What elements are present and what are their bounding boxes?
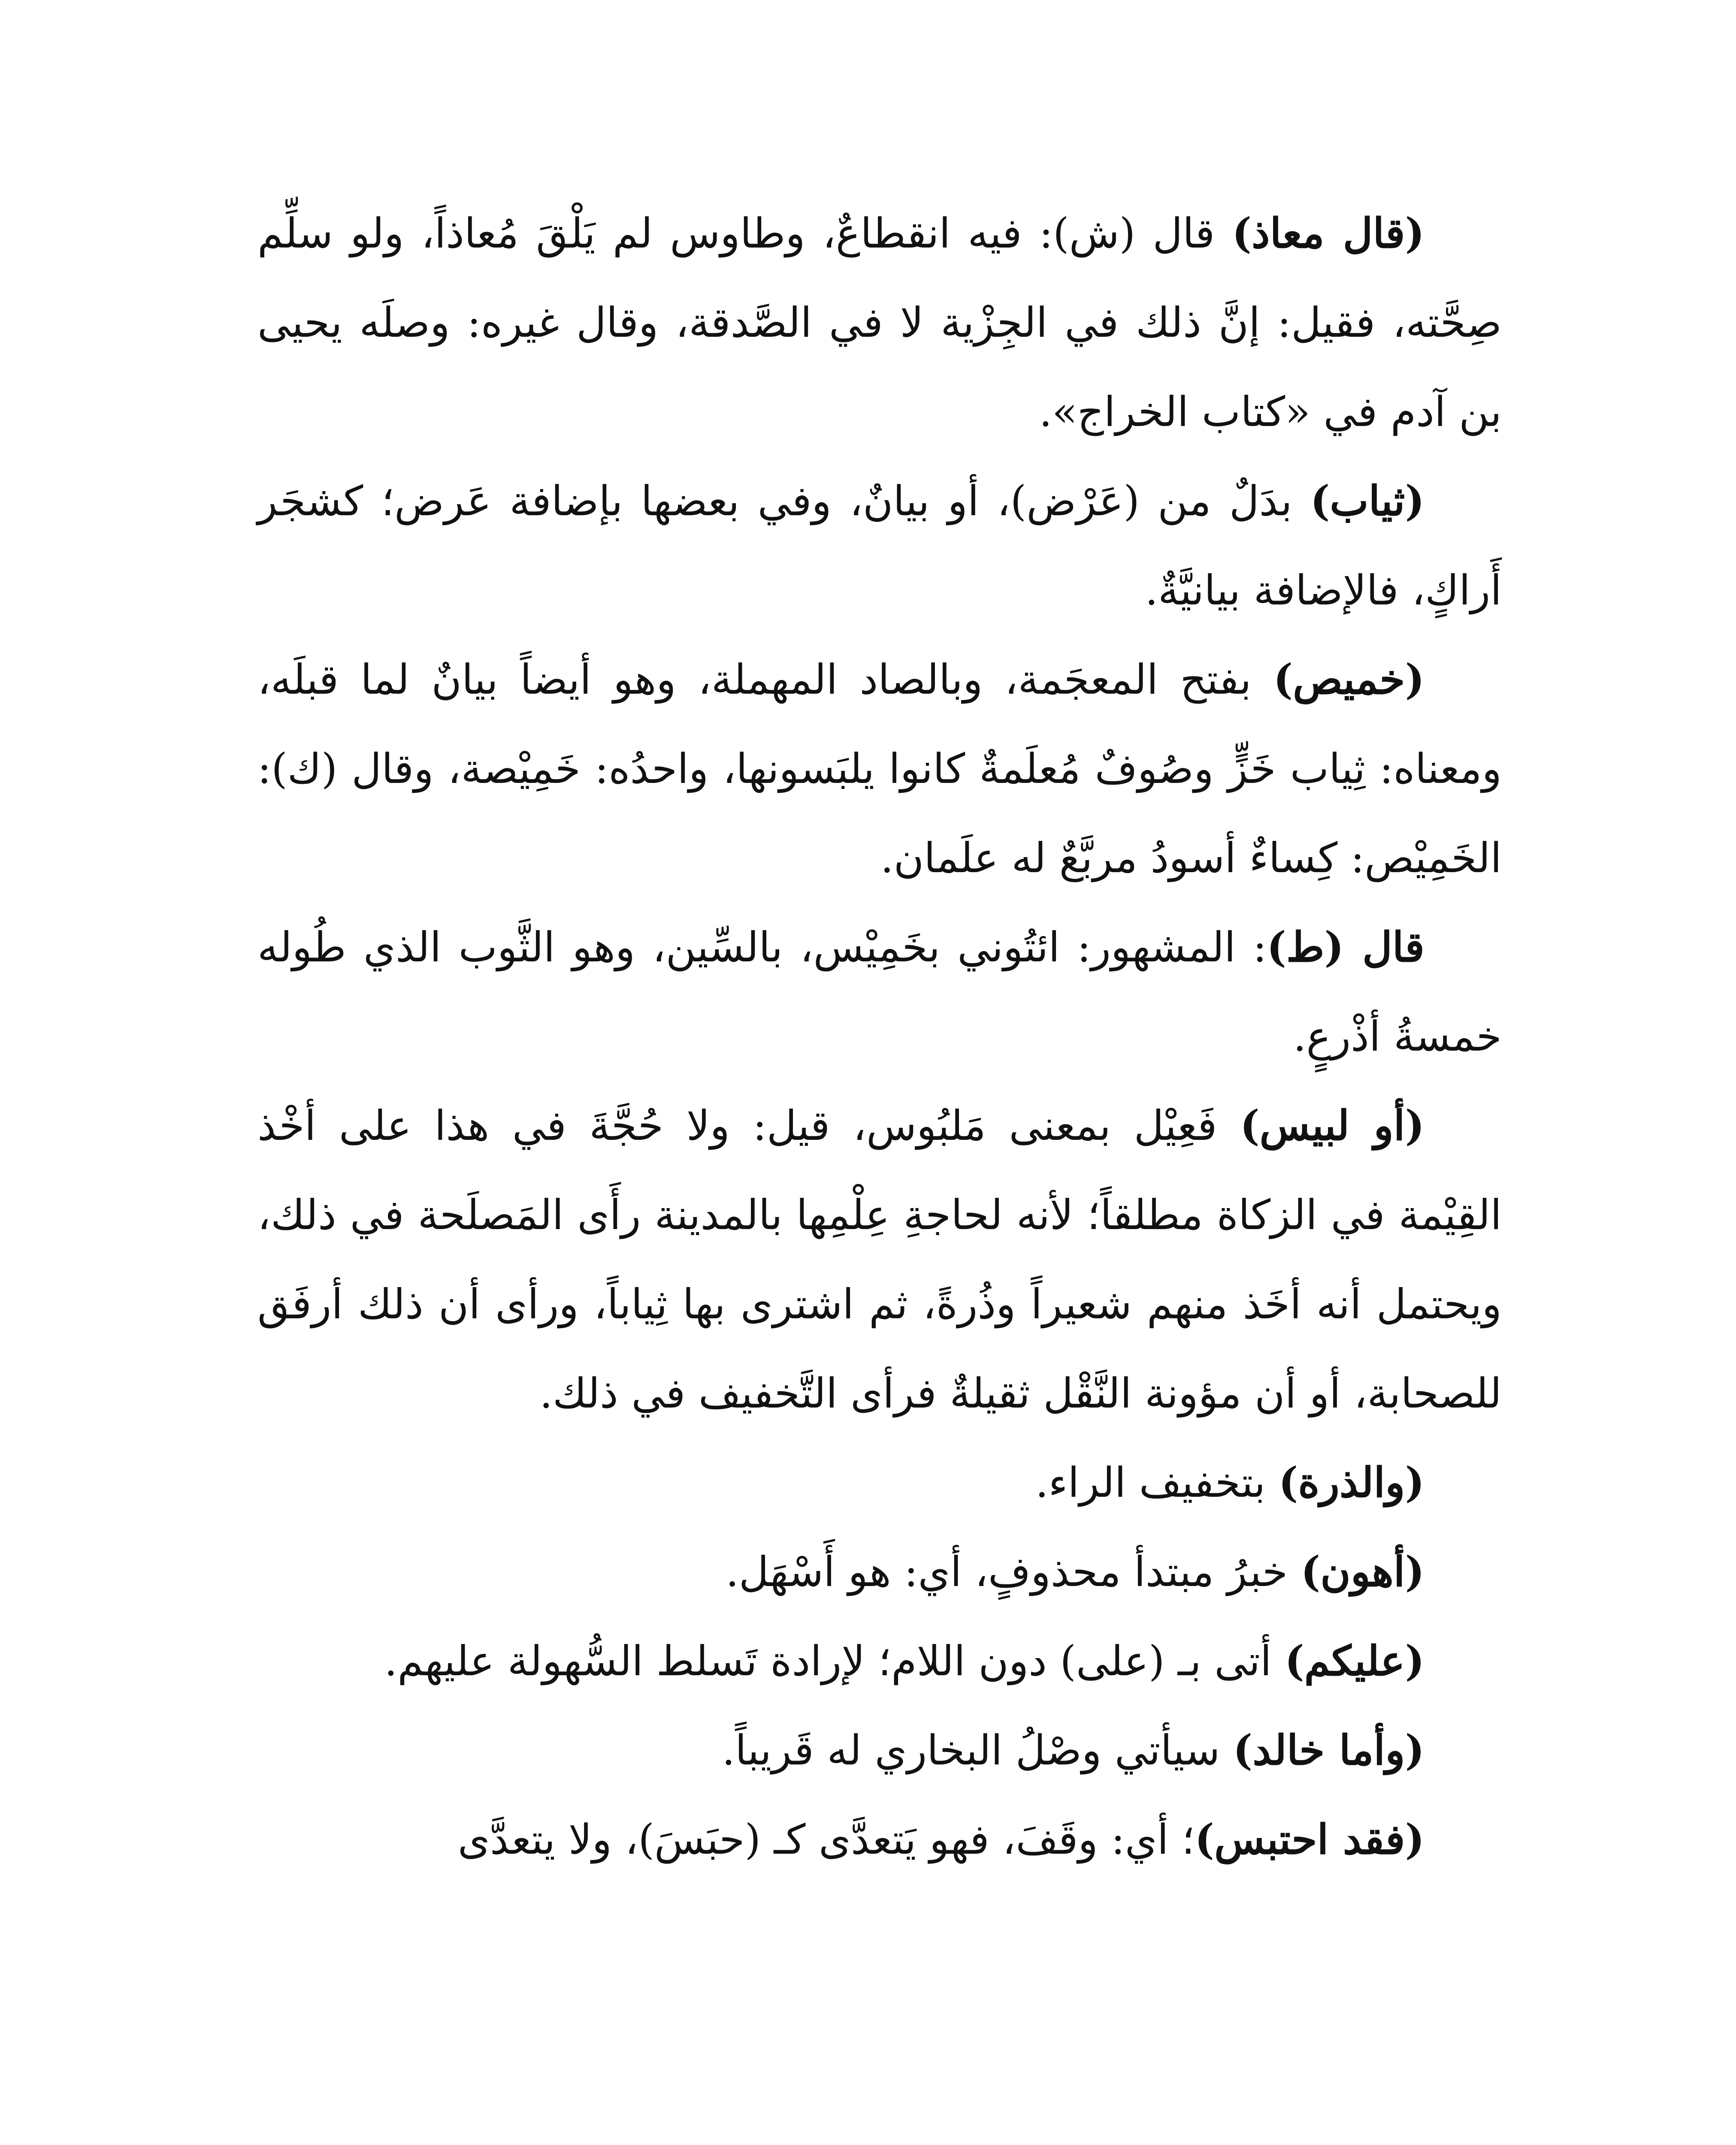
keyword: (عليكم) — [1285, 1637, 1424, 1685]
paragraph-khamis — [257, 635, 1502, 903]
paragraph-qal-t — [257, 903, 1502, 1081]
paragraph-body: فَعِيْل بمعنى مَلبُوس، قيل: ولا حُجَّةَ في هذا على أخْذ القِيْمة في الزكاة مطلقاً؛ لأنه لحاجةِ عِلْمِها بالمدينة رأَى المَصلَحة في ذلك، ويحتمل أنه أخَذ منهم شعيراً وذُرةً، ثم اشترى بها ثِياباً، ورأى أن ذلك أرفَق للصحابة، أو أن مؤونة النَّقْل ثقيلةٌ فرأى التَّخفيف في ذلك. — [257, 1102, 1502, 1417]
paragraph-body: خبرُ مبتدأ محذوفٍ، أي: هو أَسْهَل. — [726, 1548, 1301, 1596]
keyword: (أو لبيس) — [1240, 1101, 1425, 1150]
paragraph-body: قال (ش): فيه انقطاعٌ، وطاوس لم يَلْقَ مُعاذاً، ولو سلِّم صِحَّته، فقيل: إنَّ ذلك في الجِزْية لا في الصَّدقة، وقال غيره: وصلَه يحيى بن آدم في «كتاب الخراج». — [257, 209, 1502, 436]
paragraph-khalid — [257, 1706, 1502, 1795]
paragraph-body: بدَلٌ من (عَرْض)، أو بيانٌ، وفي بعضها بإضافة عَرض؛ كشجَر أَراكٍ، فالإضافة بيانيَّةٌ. — [257, 477, 1502, 614]
paragraph-labis — [257, 1081, 1502, 1438]
paragraph-qal-muadh — [257, 189, 1502, 456]
paragraph-body: بتخفيف الراء. — [1035, 1459, 1279, 1507]
paragraph-alaykum — [257, 1616, 1502, 1706]
paragraph-ahwan — [257, 1527, 1502, 1616]
keyword: قال (ط) — [1267, 923, 1425, 971]
keyword: (والذرة) — [1278, 1458, 1424, 1507]
keyword: (وأما خالد) — [1233, 1726, 1424, 1774]
keyword: (قال معاذ) — [1232, 209, 1425, 257]
paragraph-body: : المشهور: ائتُوني بخَمِيْس، بالسِّين، وهو الثَّوب الذي طُوله خمسةُ أذْرعٍ. — [257, 923, 1502, 1060]
paragraph-body: بفتح المعجَمة، وبالصاد المهملة، وهو أيضاً بيانٌ لما قبلَه، ومعناه: ثِياب خَزٍّ وصُوفٌ مُعلَمةٌ كانوا يلبَسونها، واحدُه: خَمِيْصة، وقال (ك): الخَمِيْص: كِساءٌ أسودُ مربَّعٌ له علَمان. — [257, 656, 1502, 882]
keyword: (أهون) — [1300, 1547, 1424, 1596]
paragraph-body: أتى بـ (على) دون اللام؛ لإرادة تَسلط السُّهولة عليهم. — [384, 1637, 1285, 1685]
keyword: (خميص) — [1273, 655, 1424, 704]
keyword: (ثياب) — [1310, 477, 1425, 525]
paragraph-ihtabas — [257, 1795, 1502, 1884]
paragraph-body: سيأتي وصْلُ البخاري له قَريباً. — [722, 1726, 1233, 1774]
paragraph-body: ؛ أي: وقَفَ، فهو يَتعدَّى كـ (حبَسَ)، ولا يتعدَّى — [457, 1816, 1195, 1864]
main-text — [257, 189, 1502, 1884]
paragraph-thiyab — [257, 456, 1502, 635]
keyword: (فقد احتبس) — [1195, 1815, 1424, 1864]
paragraph-dhurah — [257, 1438, 1502, 1527]
